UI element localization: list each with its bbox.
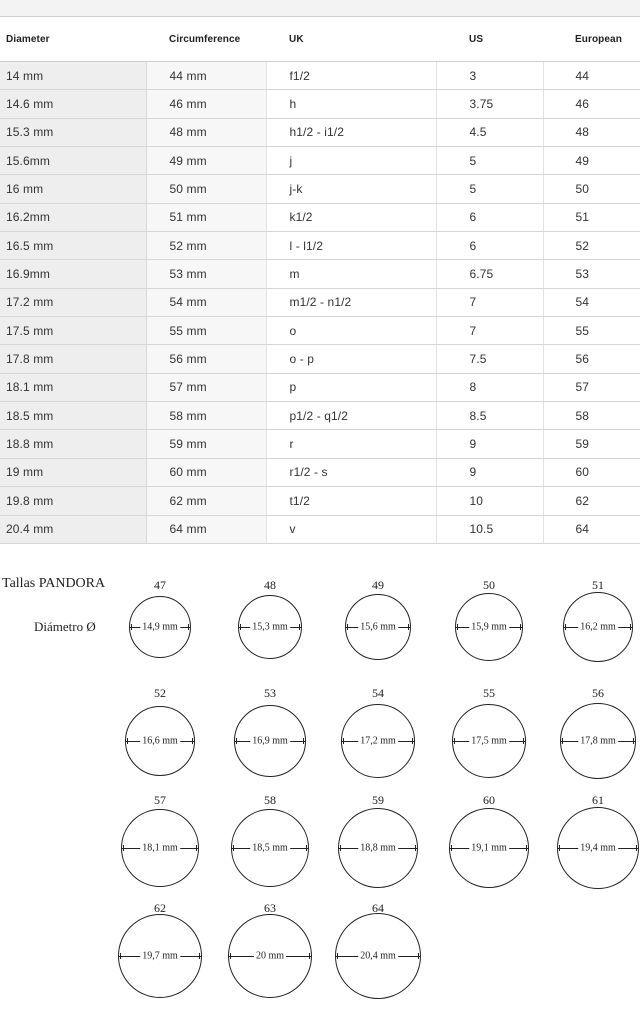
circumference-cell: 56 mm: [146, 345, 266, 373]
us-size-cell: 10.5: [436, 515, 543, 543]
ring-diameter-value: 18,1 mm: [142, 842, 178, 854]
european-size-cell: 44: [543, 62, 640, 90]
diameter-cell: 17.2 mm: [0, 288, 146, 316]
ring-circle: [449, 808, 529, 888]
uk-size-cell: o: [266, 317, 436, 345]
us-size-cell: 6: [436, 203, 543, 231]
ring-size-number: 54: [372, 686, 384, 700]
diameter-tick: [120, 953, 121, 959]
ring-size-table: [0, 18, 640, 544]
diameter-tick: [123, 845, 124, 851]
diameter-tick: [633, 738, 634, 744]
circumference-cell: 62 mm: [146, 487, 266, 515]
european-size-cell: 54: [543, 288, 640, 316]
table-row: [0, 147, 640, 175]
ring-size-number: 50: [483, 578, 495, 592]
uk-size-cell: t1/2: [266, 487, 436, 515]
ring-diameter-value: 16,2 mm: [580, 621, 616, 633]
ring-size-number: 59: [372, 793, 384, 807]
diameter-cell: 18.1 mm: [0, 373, 146, 401]
header-european: European: [543, 18, 640, 62]
table-row: [0, 317, 640, 345]
table-row: [0, 373, 640, 401]
table-row: [0, 458, 640, 486]
ring-size-number: 49: [372, 578, 384, 592]
ring-size-number: 56: [592, 686, 604, 700]
diameter-tick: [559, 845, 560, 851]
diameter-cell: 18.8 mm: [0, 430, 146, 458]
circumference-cell: 51 mm: [146, 203, 266, 231]
european-size-cell: 56: [543, 345, 640, 373]
circumference-cell: 57 mm: [146, 373, 266, 401]
diameter-tick: [299, 624, 300, 630]
table-row: [0, 487, 640, 515]
ring-diameter-value: 15,3 mm: [252, 621, 288, 633]
uk-size-cell: o - p: [266, 345, 436, 373]
ring-circle: [341, 704, 415, 778]
diameter-tick: [199, 953, 200, 959]
us-size-cell: 9: [436, 458, 543, 486]
european-size-cell: 52: [543, 232, 640, 260]
table-row: [0, 118, 640, 146]
ring-size-number: 63: [264, 901, 276, 915]
diameter-tick: [196, 845, 197, 851]
diameter-tick: [343, 738, 344, 744]
header-diameter: Diameter: [0, 18, 146, 62]
diameter-tick: [562, 738, 563, 744]
european-size-cell: 55: [543, 317, 640, 345]
circumference-cell: 44 mm: [146, 62, 266, 90]
table-row: [0, 515, 640, 543]
ring-diameter-value: 20 mm: [255, 950, 285, 962]
diameter-tick: [412, 738, 413, 744]
diameter-cell: 16.5 mm: [0, 232, 146, 260]
diameter-tick: [127, 738, 128, 744]
circumference-cell: 55 mm: [146, 317, 266, 345]
diameter-tick: [337, 953, 338, 959]
circumference-cell: 49 mm: [146, 147, 266, 175]
us-size-cell: 7: [436, 317, 543, 345]
ring-diameter-value: 16,6 mm: [142, 735, 178, 747]
circumference-cell: 50 mm: [146, 175, 266, 203]
us-size-cell: 6: [436, 232, 543, 260]
ring-size-number: 62: [154, 901, 166, 915]
european-size-cell: 57: [543, 373, 640, 401]
table-body: [0, 62, 640, 544]
ring-circle: [121, 809, 199, 887]
table-row: [0, 345, 640, 373]
ring-diameter-value: 19,7 mm: [142, 950, 178, 962]
diameter-tick: [188, 624, 189, 630]
diameter-cell: 14.6 mm: [0, 90, 146, 118]
ring-circle: [345, 594, 411, 660]
uk-size-cell: m: [266, 260, 436, 288]
ring-circle: [234, 705, 306, 777]
european-size-cell: 58: [543, 402, 640, 430]
uk-size-cell: h: [266, 90, 436, 118]
ring-size-number: 61: [592, 793, 604, 807]
header-us: US: [436, 18, 543, 62]
table-header-row: [0, 18, 640, 62]
diameter-tick: [523, 738, 524, 744]
ring-diameter-value: 20,4 mm: [360, 950, 396, 962]
ring-circle: [231, 809, 309, 887]
ring-circle: [338, 808, 418, 888]
diameter-tick: [520, 624, 521, 630]
diameter-tick: [565, 624, 566, 630]
us-size-cell: 3.75: [436, 90, 543, 118]
header-circumference: Circumference: [146, 18, 266, 62]
ring-diameter-value: 19,4 mm: [580, 842, 616, 854]
diameter-cell: 19 mm: [0, 458, 146, 486]
diameter-tick: [630, 624, 631, 630]
european-size-cell: 64: [543, 515, 640, 543]
uk-size-cell: m1/2 - n1/2: [266, 288, 436, 316]
uk-size-cell: p: [266, 373, 436, 401]
uk-size-cell: h1/2 - i1/2: [266, 118, 436, 146]
diameter-tick: [230, 953, 231, 959]
uk-size-cell: r1/2 - s: [266, 458, 436, 486]
ring-circle: [125, 706, 195, 776]
circumference-cell: 52 mm: [146, 232, 266, 260]
ring-diameter-value: 16,9 mm: [252, 735, 288, 747]
ring-diameter-value: 14,9 mm: [142, 621, 178, 633]
ring-diameter-value: 17,2 mm: [360, 735, 396, 747]
uk-size-cell: v: [266, 515, 436, 543]
diameter-label: Diámetro Ø: [34, 619, 96, 634]
european-size-cell: 51: [543, 203, 640, 231]
european-size-cell: 60: [543, 458, 640, 486]
diameter-tick: [340, 845, 341, 851]
diameter-cell: 18.5 mm: [0, 402, 146, 430]
european-size-cell: 62: [543, 487, 640, 515]
diameter-tick: [418, 953, 419, 959]
table-row: [0, 430, 640, 458]
ring-size-number: 53: [264, 686, 276, 700]
diameter-tick: [415, 845, 416, 851]
ring-circle: [238, 595, 302, 659]
ring-size-number: 47: [154, 578, 166, 592]
table-row: [0, 260, 640, 288]
diameter-tick: [192, 738, 193, 744]
diameter-cell: 15.6mm: [0, 147, 146, 175]
diameter-tick: [636, 845, 637, 851]
ring-size-number: 64: [372, 901, 384, 915]
circumference-cell: 58 mm: [146, 402, 266, 430]
top-bar: [0, 0, 640, 17]
ring-circle: [452, 704, 526, 778]
diameter-cell: 14 mm: [0, 62, 146, 90]
ring-size-number: 51: [592, 578, 604, 592]
diameter-tick: [309, 953, 310, 959]
uk-size-cell: k1/2: [266, 203, 436, 231]
us-size-cell: 7.5: [436, 345, 543, 373]
diameter-tick: [306, 845, 307, 851]
ring-diameter-value: 19,1 mm: [471, 842, 507, 854]
circumference-cell: 60 mm: [146, 458, 266, 486]
ring-circle: [563, 592, 633, 662]
header-uk: UK: [266, 18, 436, 62]
circumference-cell: 53 mm: [146, 260, 266, 288]
european-size-cell: 48: [543, 118, 640, 146]
diameter-tick: [454, 738, 455, 744]
table-row: [0, 288, 640, 316]
uk-size-cell: p1/2 - q1/2: [266, 402, 436, 430]
us-size-cell: 4.5: [436, 118, 543, 146]
ring-size-number: 60: [483, 793, 495, 807]
circumference-cell: 59 mm: [146, 430, 266, 458]
table-row: [0, 203, 640, 231]
diameter-cell: 16.9mm: [0, 260, 146, 288]
us-size-cell: 5: [436, 147, 543, 175]
us-size-cell: 3: [436, 62, 543, 90]
table-row: [0, 402, 640, 430]
ring-diameter-value: 15,9 mm: [471, 621, 507, 633]
uk-size-cell: f1/2: [266, 62, 436, 90]
european-size-cell: 59: [543, 430, 640, 458]
european-size-cell: 49: [543, 147, 640, 175]
ring-circle: [129, 596, 191, 658]
us-size-cell: 5: [436, 175, 543, 203]
us-size-cell: 8.5: [436, 402, 543, 430]
table-row: [0, 232, 640, 260]
ring-circle: [455, 593, 523, 661]
ring-diameter-value: 17,8 mm: [580, 735, 616, 747]
table-row: [0, 90, 640, 118]
ring-size-number: 48: [264, 578, 276, 592]
diameter-tick: [236, 738, 237, 744]
uk-size-cell: j: [266, 147, 436, 175]
diameter-tick: [233, 845, 234, 851]
diameter-tick: [451, 845, 452, 851]
diameter-cell: 19.8 mm: [0, 487, 146, 515]
ring-circle: [560, 703, 636, 779]
ring-size-number: 55: [483, 686, 495, 700]
ring-diameter-value: 15,6 mm: [360, 621, 396, 633]
circumference-cell: 48 mm: [146, 118, 266, 146]
diameter-tick: [240, 624, 241, 630]
ring-circle: [118, 914, 202, 998]
diameter-tick: [131, 624, 132, 630]
european-size-cell: 53: [543, 260, 640, 288]
us-size-cell: 9: [436, 430, 543, 458]
us-size-cell: 6.75: [436, 260, 543, 288]
uk-size-cell: l - l1/2: [266, 232, 436, 260]
diameter-tick: [303, 738, 304, 744]
us-size-cell: 8: [436, 373, 543, 401]
diameter-tick: [457, 624, 458, 630]
ring-circle: [228, 914, 312, 998]
ring-diameter-value: 18,5 mm: [252, 842, 288, 854]
table-row: [0, 62, 640, 90]
circumference-cell: 46 mm: [146, 90, 266, 118]
circumference-cell: 54 mm: [146, 288, 266, 316]
diameter-cell: 16 mm: [0, 175, 146, 203]
diameter-tick: [347, 624, 348, 630]
ring-circle: [335, 913, 421, 999]
diameter-cell: 20.4 mm: [0, 515, 146, 543]
diameter-cell: 17.5 mm: [0, 317, 146, 345]
diameter-tick: [408, 624, 409, 630]
ring-diameter-value: 17,5 mm: [471, 735, 507, 747]
circumference-cell: 64 mm: [146, 515, 266, 543]
european-size-cell: 46: [543, 90, 640, 118]
us-size-cell: 7: [436, 288, 543, 316]
ring-diameter-value: 18,8 mm: [360, 842, 396, 854]
european-size-cell: 50: [543, 175, 640, 203]
ring-size-number: 52: [154, 686, 166, 700]
ring-size-number: 57: [154, 793, 166, 807]
diameter-cell: 16.2mm: [0, 203, 146, 231]
diameter-cell: 17.8 mm: [0, 345, 146, 373]
us-size-cell: 10: [436, 487, 543, 515]
uk-size-cell: r: [266, 430, 436, 458]
diameter-cell: 15.3 mm: [0, 118, 146, 146]
ring-size-number: 58: [264, 793, 276, 807]
ring-circle: [557, 807, 639, 889]
uk-size-cell: j-k: [266, 175, 436, 203]
pandora-sizes-title: Tallas PANDORA: [2, 576, 106, 591]
table-row: [0, 175, 640, 203]
diameter-tick: [526, 845, 527, 851]
